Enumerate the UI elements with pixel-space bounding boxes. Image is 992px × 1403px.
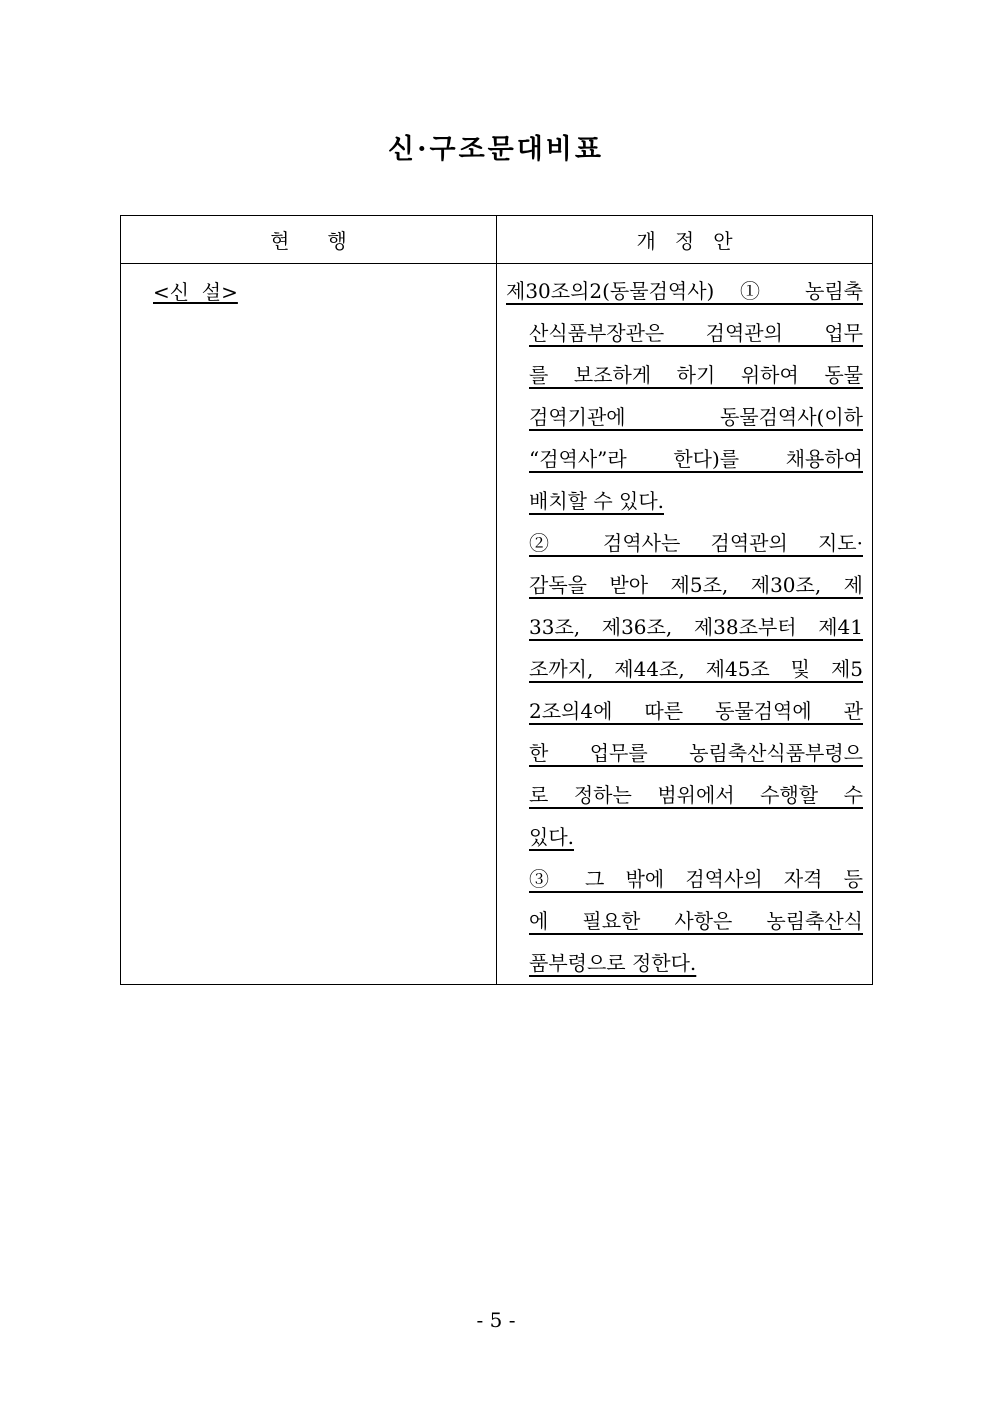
document-title: 신·구조문대비표	[388, 134, 604, 165]
amendment-line: 제30조의2(동물검역사) ① 농림축	[506, 279, 863, 303]
comparison-table	[120, 215, 873, 985]
header-current-law: 현 행	[270, 229, 347, 253]
table-header-row	[121, 216, 872, 264]
new-provision-marker: <신 설>	[153, 280, 238, 304]
column-divider	[496, 216, 497, 984]
amendment-line: 를 보조하게 하기 위하여 동물	[529, 363, 863, 387]
amendment-line: 조까지, 제44조, 제45조 및 제5	[529, 657, 863, 681]
page-number: - 5 -	[476, 1308, 516, 1332]
amendment-line: 33조, 제36조, 제38조부터 제41	[529, 615, 863, 639]
amendment-line: 감독을 받아 제5조, 제30조, 제	[529, 573, 863, 597]
amendment-line: 품부령으로 정한다.	[529, 951, 697, 975]
amendment-line: 에 필요한 사항은 농림축산식	[529, 909, 863, 933]
amendment-line: 2조의4에 따른 동물검역에 관	[529, 699, 863, 723]
amendment-line: 검역기관에 동물검역사(이하	[529, 405, 863, 429]
amendment-line: 로 정하는 범위에서 수행할 수	[529, 783, 863, 807]
amendment-line: 배치할 수 있다.	[529, 489, 664, 513]
amendment-line: “검역사”라 한다)를 채용하여	[529, 447, 863, 471]
amendment-line: 있다.	[529, 825, 574, 849]
amendment-line: ② 검역사는 검역관의 지도·	[529, 531, 863, 555]
amendment-line: ③ 그 밖에 검역사의 자격 등	[529, 867, 863, 891]
amendment-line: 산식품부장관은 검역관의 업무	[529, 321, 863, 345]
header-proposed-amendment: 개 정 안	[636, 229, 733, 253]
amendment-line: 한 업무를 농림축산식품부령으	[529, 741, 863, 765]
